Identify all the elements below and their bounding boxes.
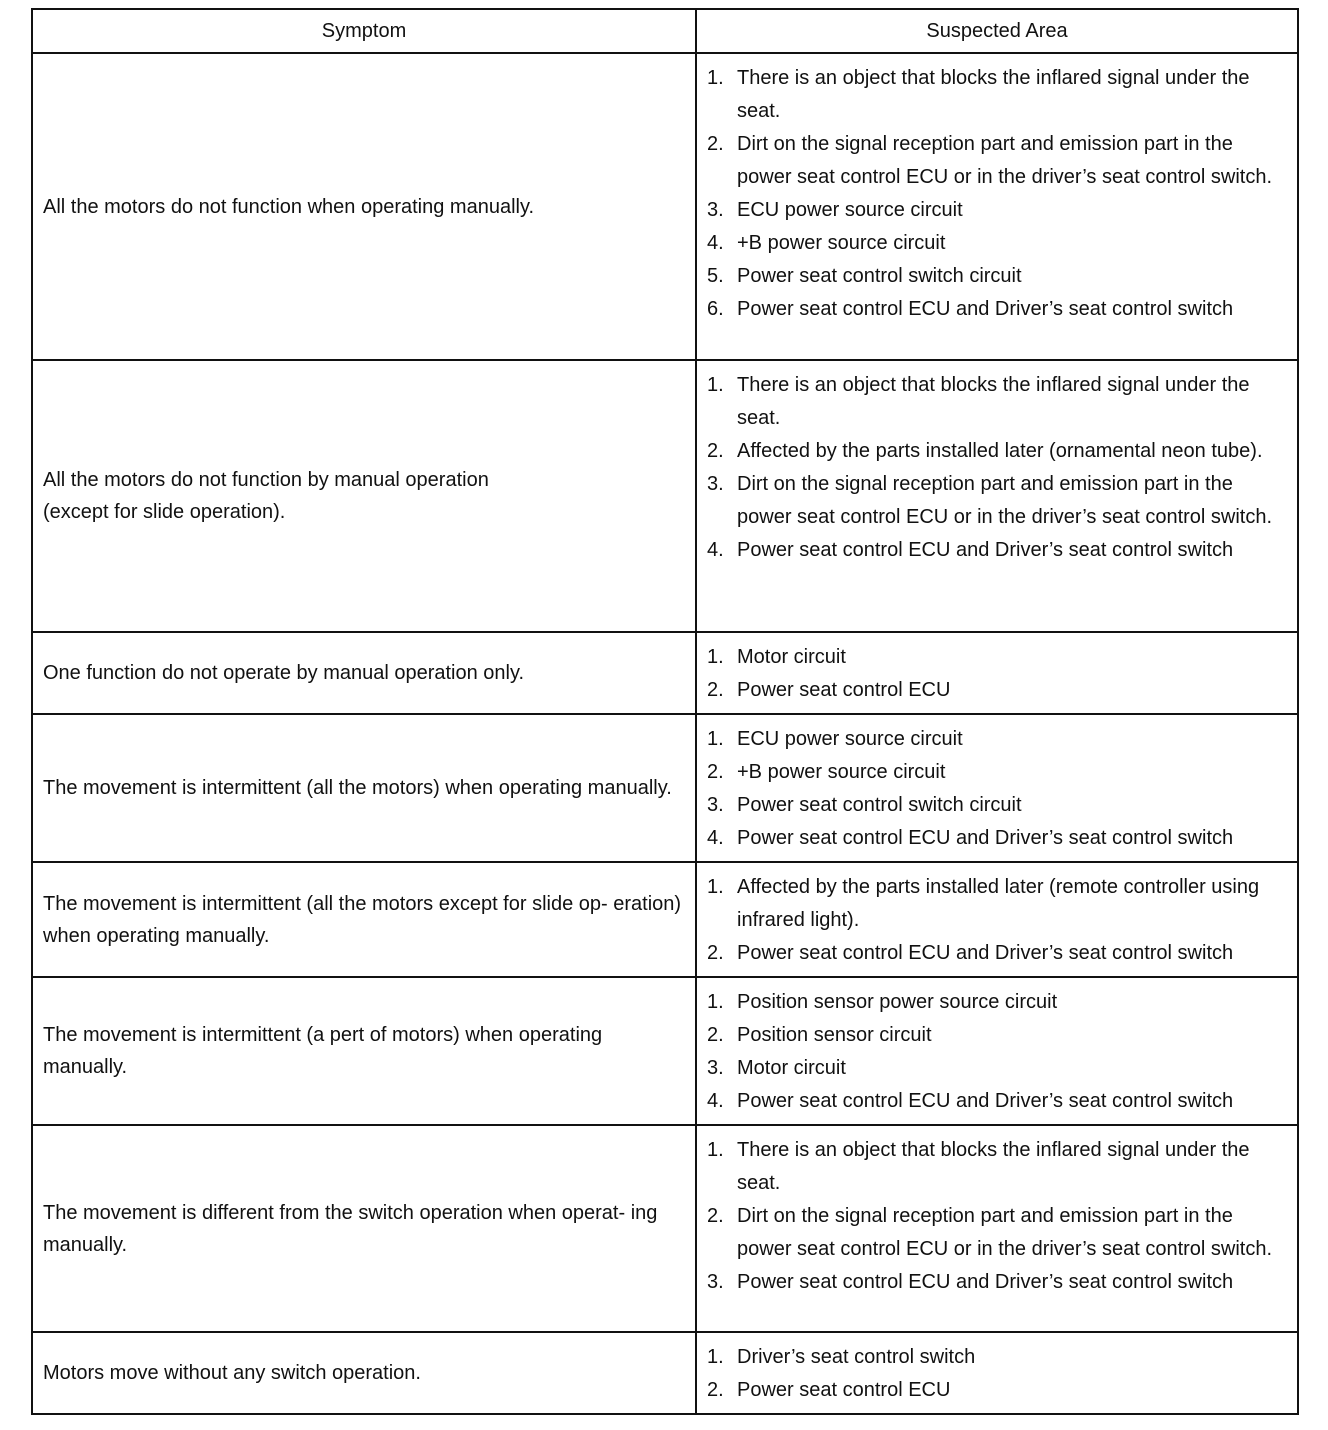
symptom-text: The movement is intermittent (all the motors) when operating manually. [43, 777, 672, 799]
list-item: 5. Power seat control switch circuit [707, 265, 1022, 287]
suspected-area-list [705, 723, 1291, 855]
column-header-suspected-area: Suspected Area [696, 9, 1298, 53]
symptom-text: The movement is different from the switch operation when operat- ing manually. [43, 1201, 658, 1256]
list-item: 4. +B power source circuit [707, 232, 946, 254]
troubleshooting-table [31, 8, 1299, 1415]
symptom-text: Motors move without any switch operation. [43, 1362, 421, 1384]
list-item: 1. There is an object that blocks the inflared signal under the seat. [707, 374, 1250, 429]
symptom-cell [32, 977, 696, 1125]
table-row [32, 714, 1298, 862]
list-item: 1. Affected by the parts installed later (remote controller using infrared light). [707, 876, 1260, 931]
list-item: 1. There is an object that blocks the inflared signal under the seat. [707, 1139, 1250, 1194]
list-item: 3. ECU power source circuit [707, 199, 963, 221]
symptom-cell [32, 632, 696, 714]
list-item: 6. Power seat control ECU and Driver’s seat control switch [707, 298, 1234, 320]
list-item: 2. Power seat control ECU and Driver’s seat control switch [707, 942, 1234, 964]
list-item: 2. Dirt on the signal reception part and emission part in the power seat control ECU or in the driver’s seat control switch. [707, 133, 1273, 188]
symptom-cell [32, 360, 696, 632]
table-row [32, 53, 1298, 360]
suspected-area-list [705, 986, 1291, 1118]
list-item: 2. Position sensor circuit [707, 1024, 932, 1046]
list-item: 1. Driver’s seat control switch [707, 1346, 976, 1368]
table-row [32, 1125, 1298, 1332]
suspected-area-cell [696, 714, 1298, 862]
list-item: 3. Motor circuit [707, 1057, 846, 1079]
symptom-cell [32, 862, 696, 977]
column-header-symptom: Symptom [32, 9, 696, 53]
table-row [32, 360, 1298, 632]
symptom-cell [32, 714, 696, 862]
suspected-area-cell [696, 632, 1298, 714]
list-item: 4. Power seat control ECU and Driver’s seat control switch [707, 1090, 1234, 1112]
suspected-area-list [705, 1341, 1291, 1407]
list-item: 2. +B power source circuit [707, 761, 946, 783]
list-item: 1. There is an object that blocks the inflared signal under the seat. [707, 67, 1250, 122]
suspected-area-cell [696, 53, 1298, 360]
list-item: 2. Affected by the parts installed later (ornamental neon tube). [707, 440, 1263, 462]
suspected-area-cell [696, 1332, 1298, 1414]
list-item: 1. ECU power source circuit [707, 728, 963, 750]
list-item: 4. Power seat control ECU and Driver’s seat control switch [707, 827, 1234, 849]
list-item: 3. Dirt on the signal reception part and emission part in the power seat control ECU or in the driver’s seat control switch. [707, 473, 1273, 528]
table-row [32, 632, 1298, 714]
list-item: 1. Position sensor power source circuit [707, 991, 1058, 1013]
suspected-area-cell [696, 1125, 1298, 1332]
suspected-area-list [705, 369, 1291, 567]
table-row [32, 977, 1298, 1125]
list-item: 2. Dirt on the signal reception part and emission part in the power seat control ECU or in the driver’s seat control switch. [707, 1205, 1273, 1260]
symptom-text: The movement is intermittent (all the motors except for slide op- eration) when operating manually. [43, 892, 682, 947]
list-item: 3. Power seat control ECU and Driver’s seat control switch [707, 1271, 1234, 1293]
table-header-row [32, 9, 1298, 53]
list-item: 4. Power seat control ECU and Driver’s seat control switch [707, 539, 1234, 561]
suspected-area-list [705, 62, 1291, 326]
symptom-cell [32, 53, 696, 360]
suspected-area-list [705, 1134, 1291, 1299]
symptom-text: All the motors do not function by manual operation (except for slide operation). [43, 469, 489, 523]
list-item: 2. Power seat control ECU [707, 1379, 951, 1401]
table-row [32, 1332, 1298, 1414]
list-item: 3. Power seat control switch circuit [707, 794, 1022, 816]
list-item: 1. Motor circuit [707, 646, 846, 668]
suspected-area-cell [696, 862, 1298, 977]
list-item: 2. Power seat control ECU [707, 679, 951, 701]
symptom-cell [32, 1332, 696, 1414]
symptom-text: The movement is intermittent (a pert of motors) when operating manually. [43, 1024, 603, 1078]
symptom-text: All the motors do not function when operating manually. [43, 195, 535, 218]
suspected-area-list [705, 641, 1291, 707]
suspected-area-list [705, 871, 1291, 970]
symptom-text: One function do not operate by manual operation only. [43, 662, 525, 684]
symptom-cell [32, 1125, 696, 1332]
suspected-area-cell [696, 360, 1298, 632]
suspected-area-cell [696, 977, 1298, 1125]
table-row [32, 862, 1298, 977]
